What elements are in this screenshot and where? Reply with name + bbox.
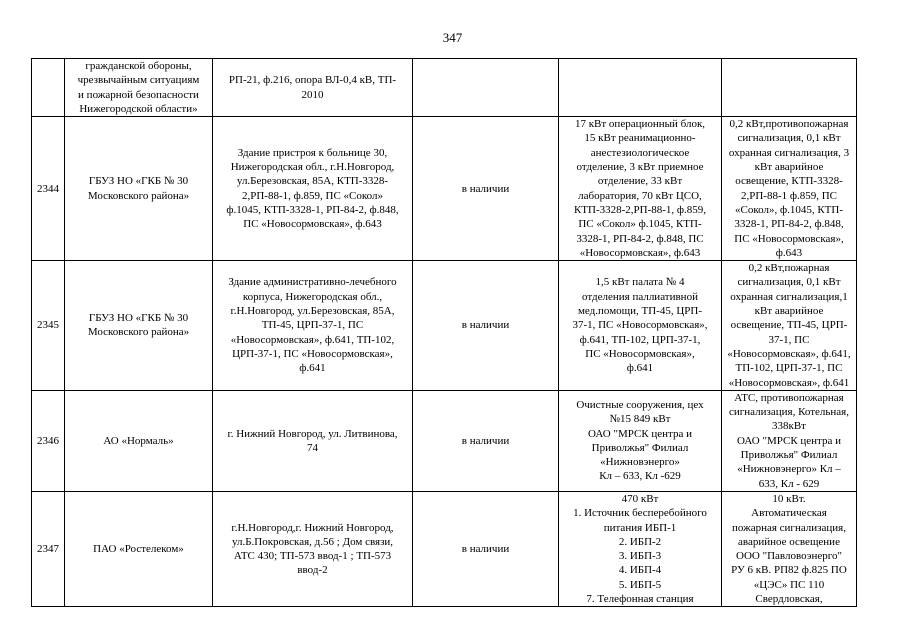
cell-line: 37-1, ПС	[768, 333, 810, 346]
cell-power-first	[559, 59, 722, 117]
cell-power-second	[722, 59, 857, 117]
cell-line: лаборатория, 70 кВт ЦСО,	[578, 189, 702, 202]
table-body	[32, 59, 857, 607]
cell-line: мед.помощи, ТП-45, ЦРП-	[577, 305, 703, 318]
cell-line: аварийное освещение	[738, 535, 840, 548]
cell-status: в наличии	[413, 117, 559, 261]
cell-line: «Нижновэнерго»	[600, 456, 680, 469]
cell-line: «ЦЭС» ПС 110	[753, 578, 825, 591]
cell-line: ОАО "МРСК центра и	[587, 427, 693, 440]
cell-line: 633, Кл - 629	[758, 477, 820, 490]
cell-line: 15 кВт реанимационно-	[584, 132, 696, 145]
cell-line: ГБУЗ НО «ГКБ № 30	[88, 312, 189, 325]
cell-status	[413, 59, 559, 117]
cell-line: Свердловская,	[755, 592, 823, 605]
cell-number: 2345	[32, 261, 65, 391]
cell-organization	[65, 59, 213, 117]
cell-line: кВт аварийное	[754, 305, 824, 318]
cell-address	[213, 390, 413, 491]
cell-line: г. Нижний Новгород, ул. Литвинова,	[227, 427, 398, 440]
cell-line: сигнализация, 0,1 кВт	[737, 132, 841, 145]
cell-line: ф.641	[299, 362, 326, 375]
cell-line: ПС «Новосормовская», ф.643	[243, 218, 382, 231]
page-number: 347	[442, 30, 463, 45]
cell-line: АО «Нормаль»	[103, 434, 174, 447]
cell-line: «Новосормовская», ф.641,	[727, 347, 851, 360]
cell-power-first	[559, 117, 722, 261]
cell-line: 2,РП-88-1, ф.859, ПС «Сокол»	[241, 189, 383, 202]
cell-number	[32, 59, 65, 117]
cell-line: 2. ИБП-2	[618, 535, 662, 548]
cell-line: отделение, 3 кВт приемное	[576, 161, 704, 174]
table-row	[32, 117, 857, 261]
cell-line: ЦРП-37-1, ПС «Новосормовская»,	[232, 347, 393, 360]
cell-power-first	[559, 261, 722, 391]
cell-line: ТП-45, ЦРП-37-1, ПС	[261, 319, 364, 332]
cell-line: анестезиологическое	[590, 146, 690, 159]
cell-line: пожарная сигнализация,	[731, 521, 846, 534]
cell-line: «Нижновэнерго» Кл –	[737, 463, 841, 476]
cell-power-second	[722, 261, 857, 391]
cell-line: Московского района»	[87, 189, 190, 202]
table-row	[32, 59, 857, 117]
cell-line: Приволжья" Филиал	[591, 441, 689, 454]
cell-line: ТП-102, ЦРП-37-1, ПС	[735, 362, 843, 375]
cell-line: «Новосормовская», ф.643	[579, 246, 701, 259]
cell-line: 2,РП-88-1 ф.859, ПС	[740, 189, 838, 202]
cell-line: ул.Березовская, 85А, КТП-3328-	[236, 175, 389, 188]
cell-line: РУ 6 кВ. РП82 ф.825 ПО	[731, 564, 847, 577]
cell-line: АТС, противопожарная	[734, 391, 844, 404]
cell-line: 3. ИБП-3	[618, 550, 662, 563]
cell-line: 4. ИБП-4	[618, 564, 662, 577]
cell-number: 2344	[32, 117, 65, 261]
cell-line: гражданской обороны,	[85, 60, 192, 72]
cell-line: ГБУЗ НО «ГКБ № 30	[88, 175, 189, 188]
cell-line: отделения паллиативной	[582, 290, 698, 303]
cell-line: 0,2 кВт,пожарная	[748, 262, 830, 275]
cell-line: Здание пристроя к больнице 30,	[237, 146, 388, 159]
cell-organization	[65, 491, 213, 606]
cell-line: Московского района»	[87, 326, 190, 339]
cell-line: 2010	[301, 88, 324, 101]
cell-line: Приволжья" Филиал	[740, 449, 838, 462]
cell-line: 3328-1, РП-84-2, ф.848, ПС	[576, 232, 704, 245]
table-row	[32, 390, 857, 491]
cell-address	[213, 117, 413, 261]
cell-line: «Новосормовская», ф.641	[728, 376, 850, 389]
cell-line: чрезвычайным ситуациям	[77, 74, 200, 87]
cell-line: 5. ИБП-5	[618, 578, 662, 591]
cell-line: ф.643	[775, 246, 803, 259]
cell-line: АТС 430; ТП-573 ввод-1 ; ТП-573	[233, 550, 392, 563]
cell-organization	[65, 117, 213, 261]
cell-line: КТП-3328-2,РП-88-1, ф.859,	[573, 203, 707, 216]
cell-status: в наличии	[413, 491, 559, 606]
cell-line: освещение, ТП-45, ЦРП-	[730, 319, 848, 332]
cell-line: сигнализация, 0,1 кВт	[737, 276, 841, 289]
cell-line: г.Н.Новгород,г. Нижний Новгород,	[231, 521, 394, 534]
cell-power-second	[722, 117, 857, 261]
cell-line: ул.Б.Покровская, д.56 ; Дом связи,	[231, 535, 394, 548]
cell-line: охранная сигнализация, 3	[728, 146, 850, 159]
cell-status: в наличии	[413, 390, 559, 491]
cell-address	[213, 261, 413, 391]
cell-address	[213, 59, 413, 117]
cell-power-first	[559, 390, 722, 491]
cell-line: 470 кВт	[621, 492, 659, 505]
cell-line: освещение, КТП-3328-	[735, 175, 843, 188]
cell-number: 2346	[32, 390, 65, 491]
cell-line: ПС «Новосормовская»,	[585, 347, 695, 360]
cell-line: ООО "Павловоэнерго"	[736, 550, 842, 563]
cell-line: «Новосормовская», ф.641, ТП-102,	[230, 333, 395, 346]
cell-line: Автоматическая	[751, 507, 827, 520]
cell-line: ПС «Сокол» ф.1045, КТП-	[578, 218, 702, 231]
cell-line: №15 849 кВт	[609, 413, 671, 426]
cell-organization	[65, 390, 213, 491]
cell-address	[213, 491, 413, 606]
cell-line: Очистные сооружения, цех	[576, 398, 704, 411]
cell-line: 1,5 кВт палата № 4	[595, 276, 685, 289]
cell-line: и пожарной безопасности	[78, 88, 199, 101]
cell-line: Нижегородской области»	[79, 102, 198, 115]
cell-line: ввод-2	[297, 564, 328, 577]
cell-line: 7. Телефонная станция	[586, 592, 694, 605]
cell-line: отделение, 33 кВт	[597, 175, 683, 188]
cell-line: 3328-1, РП-84-2, ф.848,	[734, 218, 844, 231]
table-row	[32, 491, 857, 606]
cell-organization	[65, 261, 213, 391]
cell-line: Кл – 633, Кл -629	[599, 470, 681, 483]
cell-line: корпуса, Нижегородская обл.,	[242, 290, 383, 303]
cell-power-first	[559, 491, 722, 606]
cell-power-second	[722, 390, 857, 491]
cell-line: ф.641	[626, 362, 654, 375]
cell-line: 0,2 кВт,противопожарная	[729, 118, 849, 131]
cell-line: ф.1045, КТП-3328-1, РП-84-2, ф.848,	[226, 203, 399, 216]
cell-line: Нижегородская обл., г.Н.Новгород,	[230, 161, 395, 174]
cell-line: сигнализация, Котельная,	[728, 406, 849, 419]
cell-line: РП-21, ф.216, опора ВЛ-0,4 кВ, ТП-	[228, 74, 397, 87]
cell-line: 37-1, ПС «Новосормовская»,	[572, 319, 708, 332]
cell-line: 17 кВт операционный блок,	[574, 118, 706, 131]
cell-status: в наличии	[413, 261, 559, 391]
cell-line: охранная сигнализация,1	[730, 290, 848, 303]
cell-line: ПАО «Ростелеком»	[93, 542, 184, 555]
document-table	[31, 58, 857, 607]
cell-power-second	[722, 491, 857, 606]
cell-line: ПС «Новосормовская»,	[734, 232, 844, 245]
cell-number: 2347	[32, 491, 65, 606]
cell-line: 74	[307, 441, 318, 454]
cell-line: ф.641, ТП-102, ЦРП-37-1,	[579, 333, 701, 346]
cell-line: 10 кВт.	[772, 492, 806, 505]
cell-line: кВт аварийное	[754, 161, 824, 174]
table-row	[32, 261, 857, 391]
cell-line: г.Н.Новгород, ул.Березовская, 85А,	[230, 305, 395, 318]
cell-line: 338кВт	[772, 420, 806, 433]
cell-line: ОАО "МРСК центра и	[736, 434, 842, 447]
cell-line: питания ИБП-1	[603, 521, 677, 534]
cell-line: Здание административно-лечебного	[228, 276, 397, 289]
cell-line: «Сокол», ф.1045, КТП-	[734, 203, 843, 216]
cell-line: 1. Источник бесперебойного	[573, 507, 707, 520]
